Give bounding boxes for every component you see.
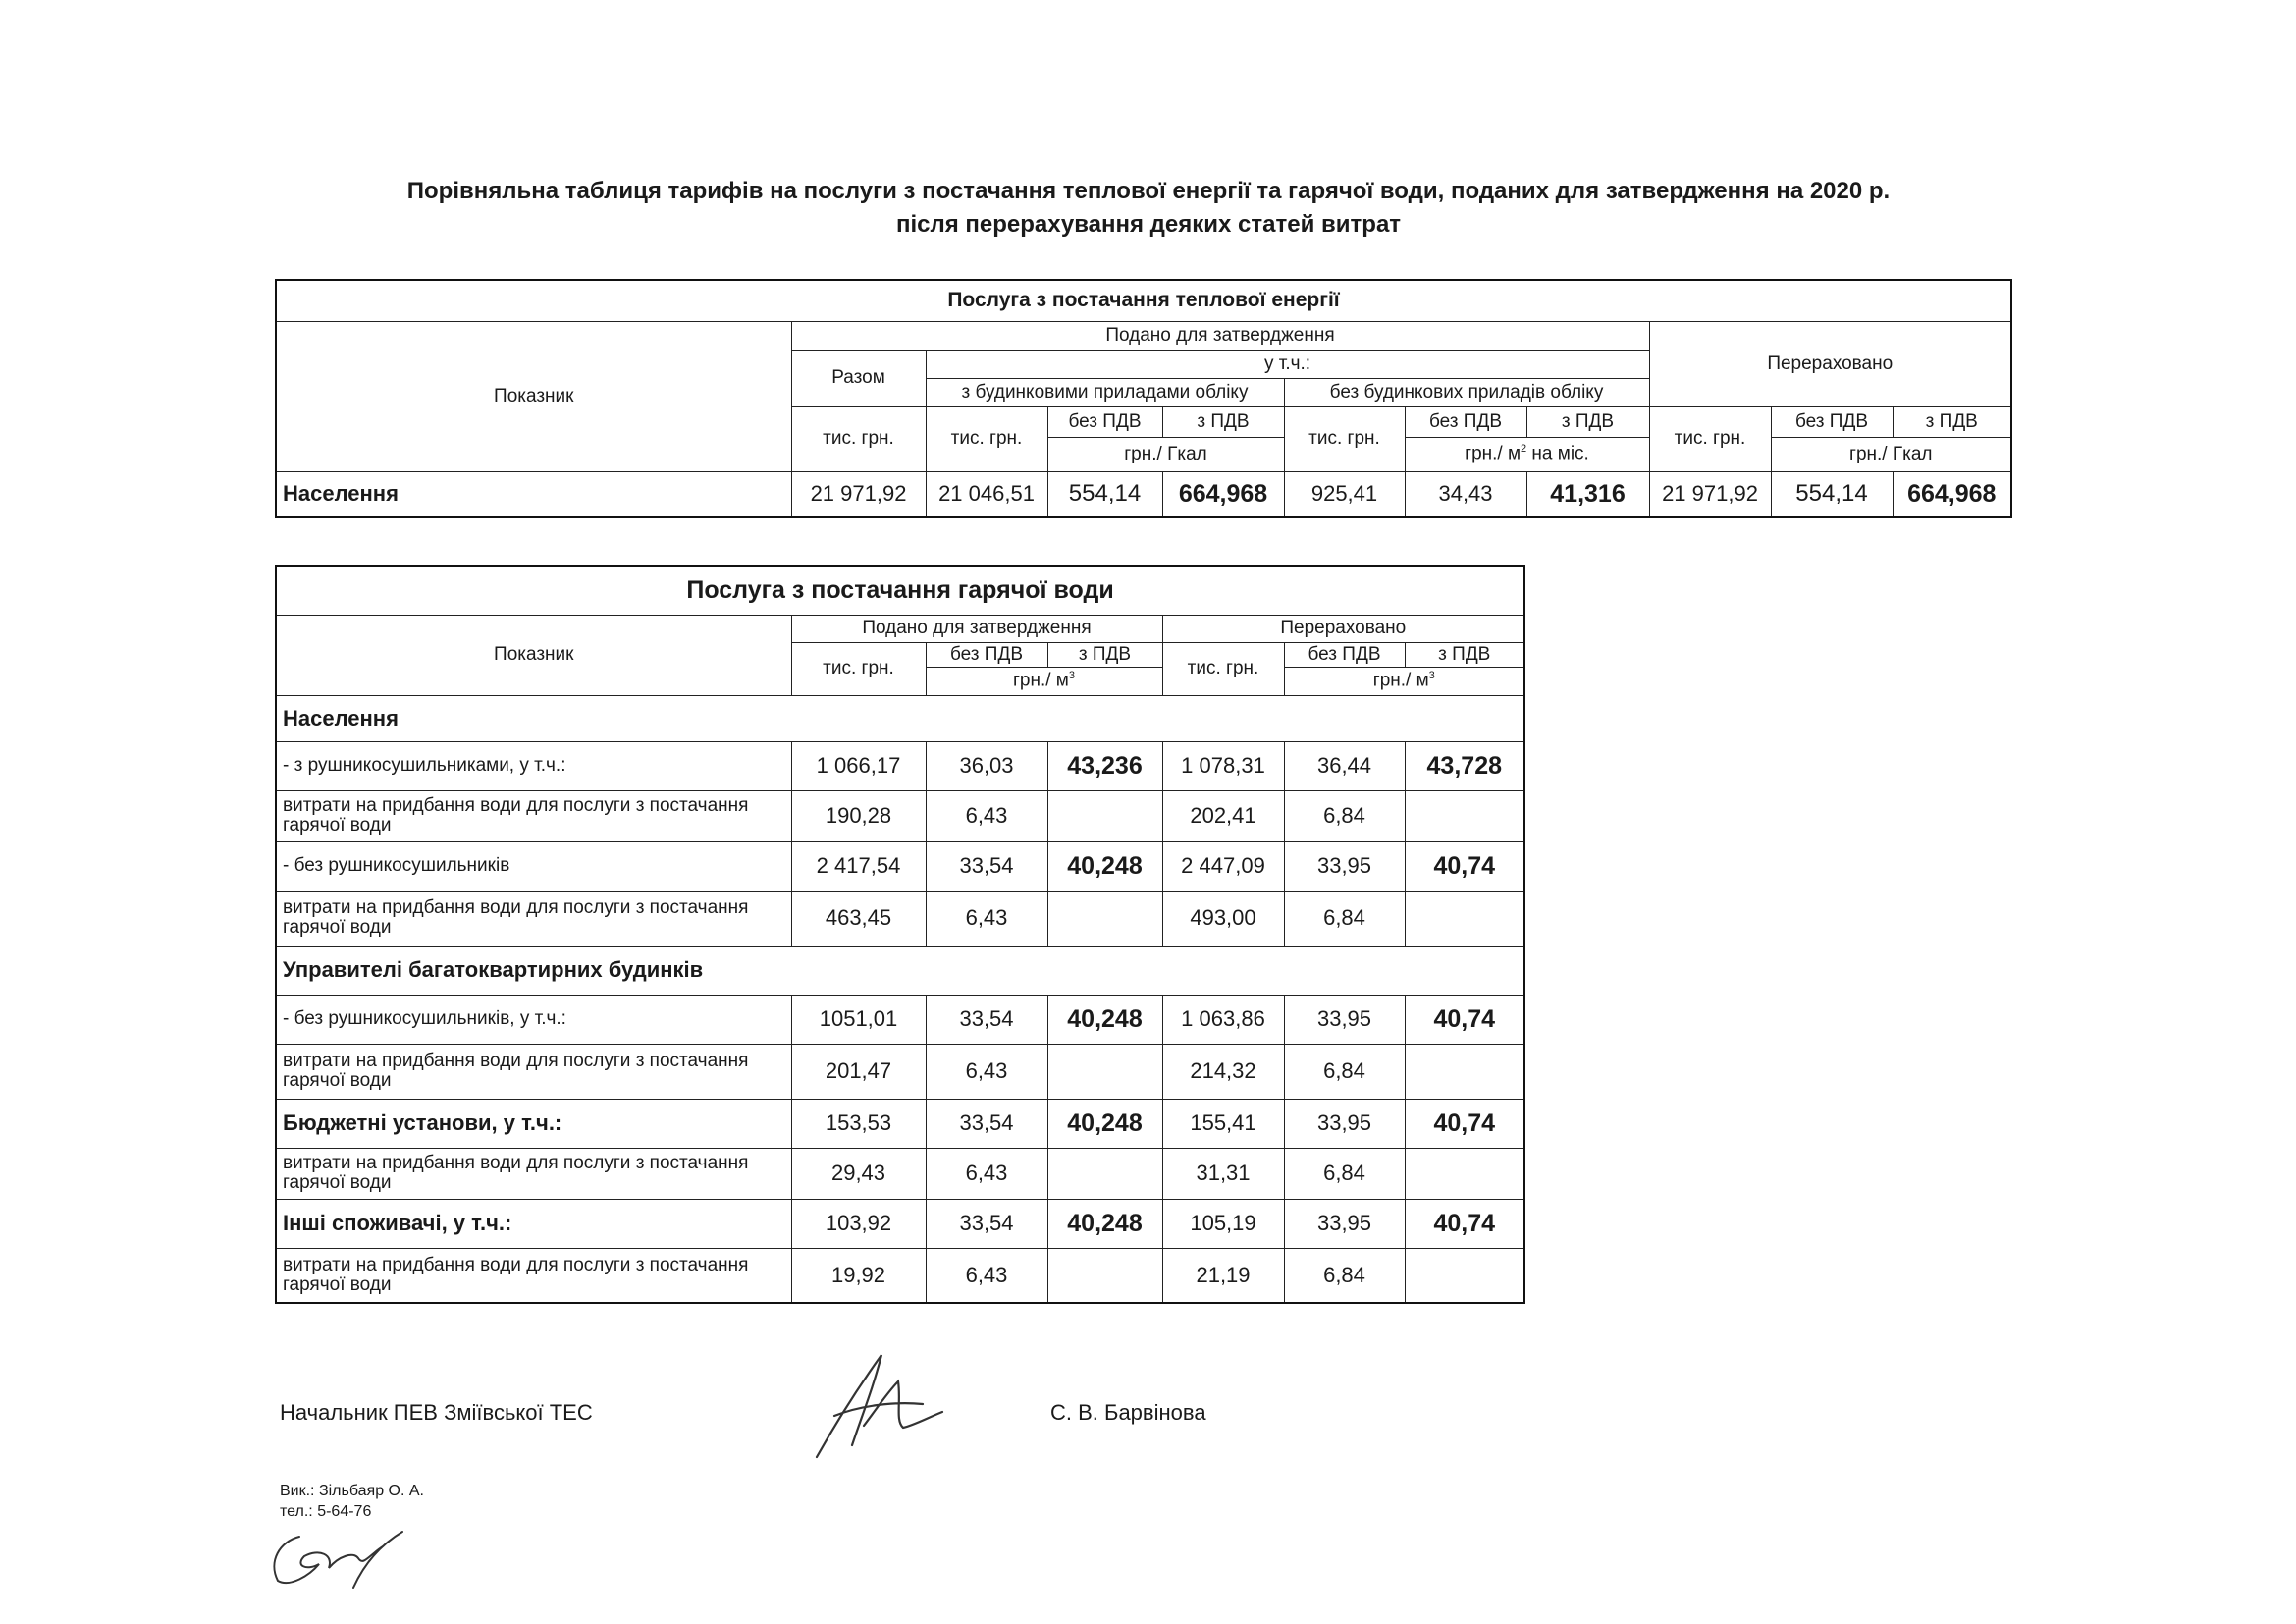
cell-recalc-vat: 40,74 xyxy=(1405,995,1524,1044)
heat-without-meters-unit: тис. грн. xyxy=(1284,406,1405,471)
row-label: витрати на придбання води для послуги з постачання гарячої води xyxy=(276,1044,791,1099)
heat-m2-unit: грн./ $м^2$ на міс. xyxy=(1405,437,1649,471)
cell-submitted-thousand: 19,92 xyxy=(791,1248,926,1303)
section-managers: Управителі багатоквартирних будинків xyxy=(276,946,1524,995)
table-row xyxy=(276,1199,1524,1248)
cell-submitted-no-vat: 33,54 xyxy=(926,995,1047,1044)
cell-submitted-no-vat: 33,54 xyxy=(926,841,1047,891)
heat-total-header: Разом xyxy=(791,350,926,406)
heat-total-unit: тис. грн. xyxy=(791,406,926,471)
heat-recalc-vat: 664,968 xyxy=(1893,471,2011,517)
row-label: - без рушникосушильників, у т.ч.: xyxy=(276,995,791,1044)
cell-submitted-no-vat: 6,43 xyxy=(926,1044,1047,1099)
cell-submitted-vat: 40,248 xyxy=(1047,1199,1162,1248)
document-title xyxy=(275,175,2022,242)
row-label: - без рушникосушильників xyxy=(276,841,791,891)
heat-without-meters-no-vat-header: без ПДВ xyxy=(1405,406,1526,437)
heat-recalc-no-vat: 554,14 xyxy=(1771,471,1893,517)
cell-recalc-thousand: 105,19 xyxy=(1162,1199,1284,1248)
cell-submitted-no-vat: 6,43 xyxy=(926,1248,1047,1303)
heat-submitted-header: Подано для затвердження xyxy=(791,321,1649,350)
water-submitted-header: Подано для затвердження xyxy=(791,615,1162,642)
water-tariff-table xyxy=(275,565,1525,1304)
cell-recalc-thousand: 1 063,86 xyxy=(1162,995,1284,1044)
heat-indicator-header: Показник xyxy=(276,321,791,471)
cell-recalc-no-vat: 6,84 xyxy=(1284,1248,1405,1303)
water-recalc-header: Перераховано xyxy=(1162,615,1524,642)
cell-recalc-no-vat: 6,84 xyxy=(1284,790,1405,841)
cell-recalc-vat: 40,74 xyxy=(1405,841,1524,891)
cell-recalc-thousand: 214,32 xyxy=(1162,1044,1284,1099)
cell-submitted-thousand: 190,28 xyxy=(791,790,926,841)
water-recalc-unit: тис. грн. xyxy=(1162,642,1284,695)
heat-recalc-unit: тис. грн. xyxy=(1649,406,1771,471)
title-line-2: після перерахування деяких статей витрат xyxy=(895,211,1402,238)
cell-recalc-no-vat: 33,95 xyxy=(1284,1199,1405,1248)
heat-without-meters-header: без будинкових приладів обліку xyxy=(1284,378,1649,406)
heat-with-meters-no-vat-header: без ПДВ xyxy=(1047,406,1162,437)
cell-recalc-vat xyxy=(1405,1248,1524,1303)
row-label: - з рушникосушильниками, у т.ч.: xyxy=(276,741,791,790)
heat-recalc-no-vat-header: без ПДВ xyxy=(1771,406,1893,437)
cell-submitted-thousand: 1051,01 xyxy=(791,995,926,1044)
water-submitted-no-vat-header: без ПДВ xyxy=(926,642,1047,667)
heat-caption: Послуга з постачання теплової енергії xyxy=(276,280,2011,321)
row-label: Бюджетні установи, у т.ч.: xyxy=(276,1099,791,1148)
cell-recalc-thousand: 1 078,31 xyxy=(1162,741,1284,790)
heat-with-meters-vat: 664,968 xyxy=(1162,471,1284,517)
row-label: витрати на придбання води для послуги з постачання гарячої води xyxy=(276,790,791,841)
signatory-position: Начальник ПЕВ Зміївської ТЕС xyxy=(280,1400,593,1425)
heat-tariff-table xyxy=(275,279,2012,518)
heat-with-meters-thousand: 21 046,51 xyxy=(926,471,1047,517)
cell-recalc-vat xyxy=(1405,1044,1524,1099)
title-line-1: Порівняльна таблиця тарифів на послуги з постачання теплової енергії та гарячої води, поданих для затвердження на 2020 р. xyxy=(406,178,1891,204)
cell-recalc-thousand: 2 447,09 xyxy=(1162,841,1284,891)
cell-submitted-vat: 43,236 xyxy=(1047,741,1162,790)
cell-recalc-no-vat: 33,95 xyxy=(1284,995,1405,1044)
water-submitted-vat-header: з ПДВ xyxy=(1047,642,1162,667)
cell-recalc-thousand: 493,00 xyxy=(1162,891,1284,946)
cell-submitted-thousand: 103,92 xyxy=(791,1199,926,1248)
cell-submitted-no-vat: 6,43 xyxy=(926,790,1047,841)
cell-submitted-no-vat: 33,54 xyxy=(926,1099,1047,1148)
cell-submitted-thousand: 1 066,17 xyxy=(791,741,926,790)
table-row xyxy=(276,1248,1524,1303)
executor-info xyxy=(280,1481,424,1522)
heat-total-value: 21 971,92 xyxy=(791,471,926,517)
cell-submitted-vat xyxy=(1047,1044,1162,1099)
table-row xyxy=(276,841,1524,891)
cell-submitted-vat xyxy=(1047,1148,1162,1199)
cell-recalc-thousand: 202,41 xyxy=(1162,790,1284,841)
cell-recalc-thousand: 155,41 xyxy=(1162,1099,1284,1148)
water-recalc-no-vat-header: без ПДВ xyxy=(1284,642,1405,667)
cell-recalc-vat: 40,74 xyxy=(1405,1099,1524,1148)
cell-submitted-thousand: 2 417,54 xyxy=(791,841,926,891)
cell-submitted-thousand: 201,47 xyxy=(791,1044,926,1099)
table-row xyxy=(276,1148,1524,1199)
row-label: витрати на придбання води для послуги з постачання гарячої води xyxy=(276,1248,791,1303)
cell-recalc-no-vat: 33,95 xyxy=(1284,841,1405,891)
heat-with-meters-unit: тис. грн. xyxy=(926,406,1047,471)
water-indicator-header: Показник xyxy=(276,615,791,695)
cell-submitted-no-vat: 6,43 xyxy=(926,891,1047,946)
heat-with-meters-no-vat: 554,14 xyxy=(1047,471,1162,517)
signature-mark xyxy=(805,1347,952,1465)
cell-recalc-no-vat: 6,84 xyxy=(1284,1044,1405,1099)
cell-submitted-no-vat: 36,03 xyxy=(926,741,1047,790)
row-label: витрати на придбання води для послуги з постачання гарячої води xyxy=(276,891,791,946)
heat-row-label: Населення xyxy=(276,471,791,517)
water-caption: Послуга з постачання гарячої води xyxy=(276,566,1524,615)
heat-with-meters-header: з будинковими приладами обліку xyxy=(926,378,1284,406)
table-row xyxy=(276,741,1524,790)
table-row xyxy=(276,891,1524,946)
heat-recalc-header: Перераховано xyxy=(1649,321,2011,406)
section-population: Населення xyxy=(276,695,1524,741)
cell-submitted-thousand: 29,43 xyxy=(791,1148,926,1199)
cell-submitted-vat xyxy=(1047,1248,1162,1303)
row-label: Інші споживачі, у т.ч.: xyxy=(276,1199,791,1248)
cell-recalc-vat xyxy=(1405,790,1524,841)
cell-recalc-no-vat: 36,44 xyxy=(1284,741,1405,790)
cell-recalc-vat xyxy=(1405,891,1524,946)
heat-recalc-vat-header: з ПДВ xyxy=(1893,406,2011,437)
heat-with-meters-vat-header: з ПДВ xyxy=(1162,406,1284,437)
cell-submitted-vat: 40,248 xyxy=(1047,841,1162,891)
executor-phone: тел.: 5-64-76 xyxy=(280,1503,372,1520)
cell-recalc-thousand: 21,19 xyxy=(1162,1248,1284,1303)
table-row xyxy=(276,995,1524,1044)
water-submitted-m3-unit: грн./ $м^3$ xyxy=(926,667,1162,695)
cell-recalc-vat: 40,74 xyxy=(1405,1199,1524,1248)
cell-submitted-no-vat: 33,54 xyxy=(926,1199,1047,1248)
heat-without-meters-vat-header: з ПДВ xyxy=(1526,406,1649,437)
table-row xyxy=(276,1099,1524,1148)
heat-recalc-thousand: 21 971,92 xyxy=(1649,471,1771,517)
cell-submitted-vat xyxy=(1047,891,1162,946)
row-label: витрати на придбання води для послуги з постачання гарячої води xyxy=(276,1148,791,1199)
cell-submitted-vat: 40,248 xyxy=(1047,1099,1162,1148)
heat-without-meters-no-vat: 34,43 xyxy=(1405,471,1526,517)
cell-submitted-no-vat: 6,43 xyxy=(926,1148,1047,1199)
heat-recalc-gcal-unit: грн./ Гкал xyxy=(1771,437,2011,471)
executor-signature-mark xyxy=(260,1527,417,1596)
water-recalc-vat-header: з ПДВ xyxy=(1405,642,1524,667)
cell-recalc-no-vat: 33,95 xyxy=(1284,1099,1405,1148)
cell-submitted-vat xyxy=(1047,790,1162,841)
cell-recalc-thousand: 31,31 xyxy=(1162,1148,1284,1199)
heat-without-meters-thousand: 925,41 xyxy=(1284,471,1405,517)
water-submitted-unit: тис. грн. xyxy=(791,642,926,695)
heat-gcal-unit: грн./ Гкал xyxy=(1047,437,1284,471)
water-recalc-m3-unit: грн./ $м^3$ xyxy=(1284,667,1524,695)
cell-recalc-no-vat: 6,84 xyxy=(1284,1148,1405,1199)
heat-without-meters-vat: 41,316 xyxy=(1526,471,1649,517)
heat-including-header: у т.ч.: xyxy=(926,350,1649,378)
cell-submitted-thousand: 153,53 xyxy=(791,1099,926,1148)
cell-submitted-thousand: 463,45 xyxy=(791,891,926,946)
table-row xyxy=(276,1044,1524,1099)
table-row xyxy=(276,790,1524,841)
signatory-name: С. В. Барвінова xyxy=(1050,1400,1206,1425)
cell-recalc-no-vat: 6,84 xyxy=(1284,891,1405,946)
cell-submitted-vat: 40,248 xyxy=(1047,995,1162,1044)
cell-recalc-vat xyxy=(1405,1148,1524,1199)
cell-recalc-vat: 43,728 xyxy=(1405,741,1524,790)
executor-name: Вик.: Зільбаяр О. А. xyxy=(280,1483,424,1499)
